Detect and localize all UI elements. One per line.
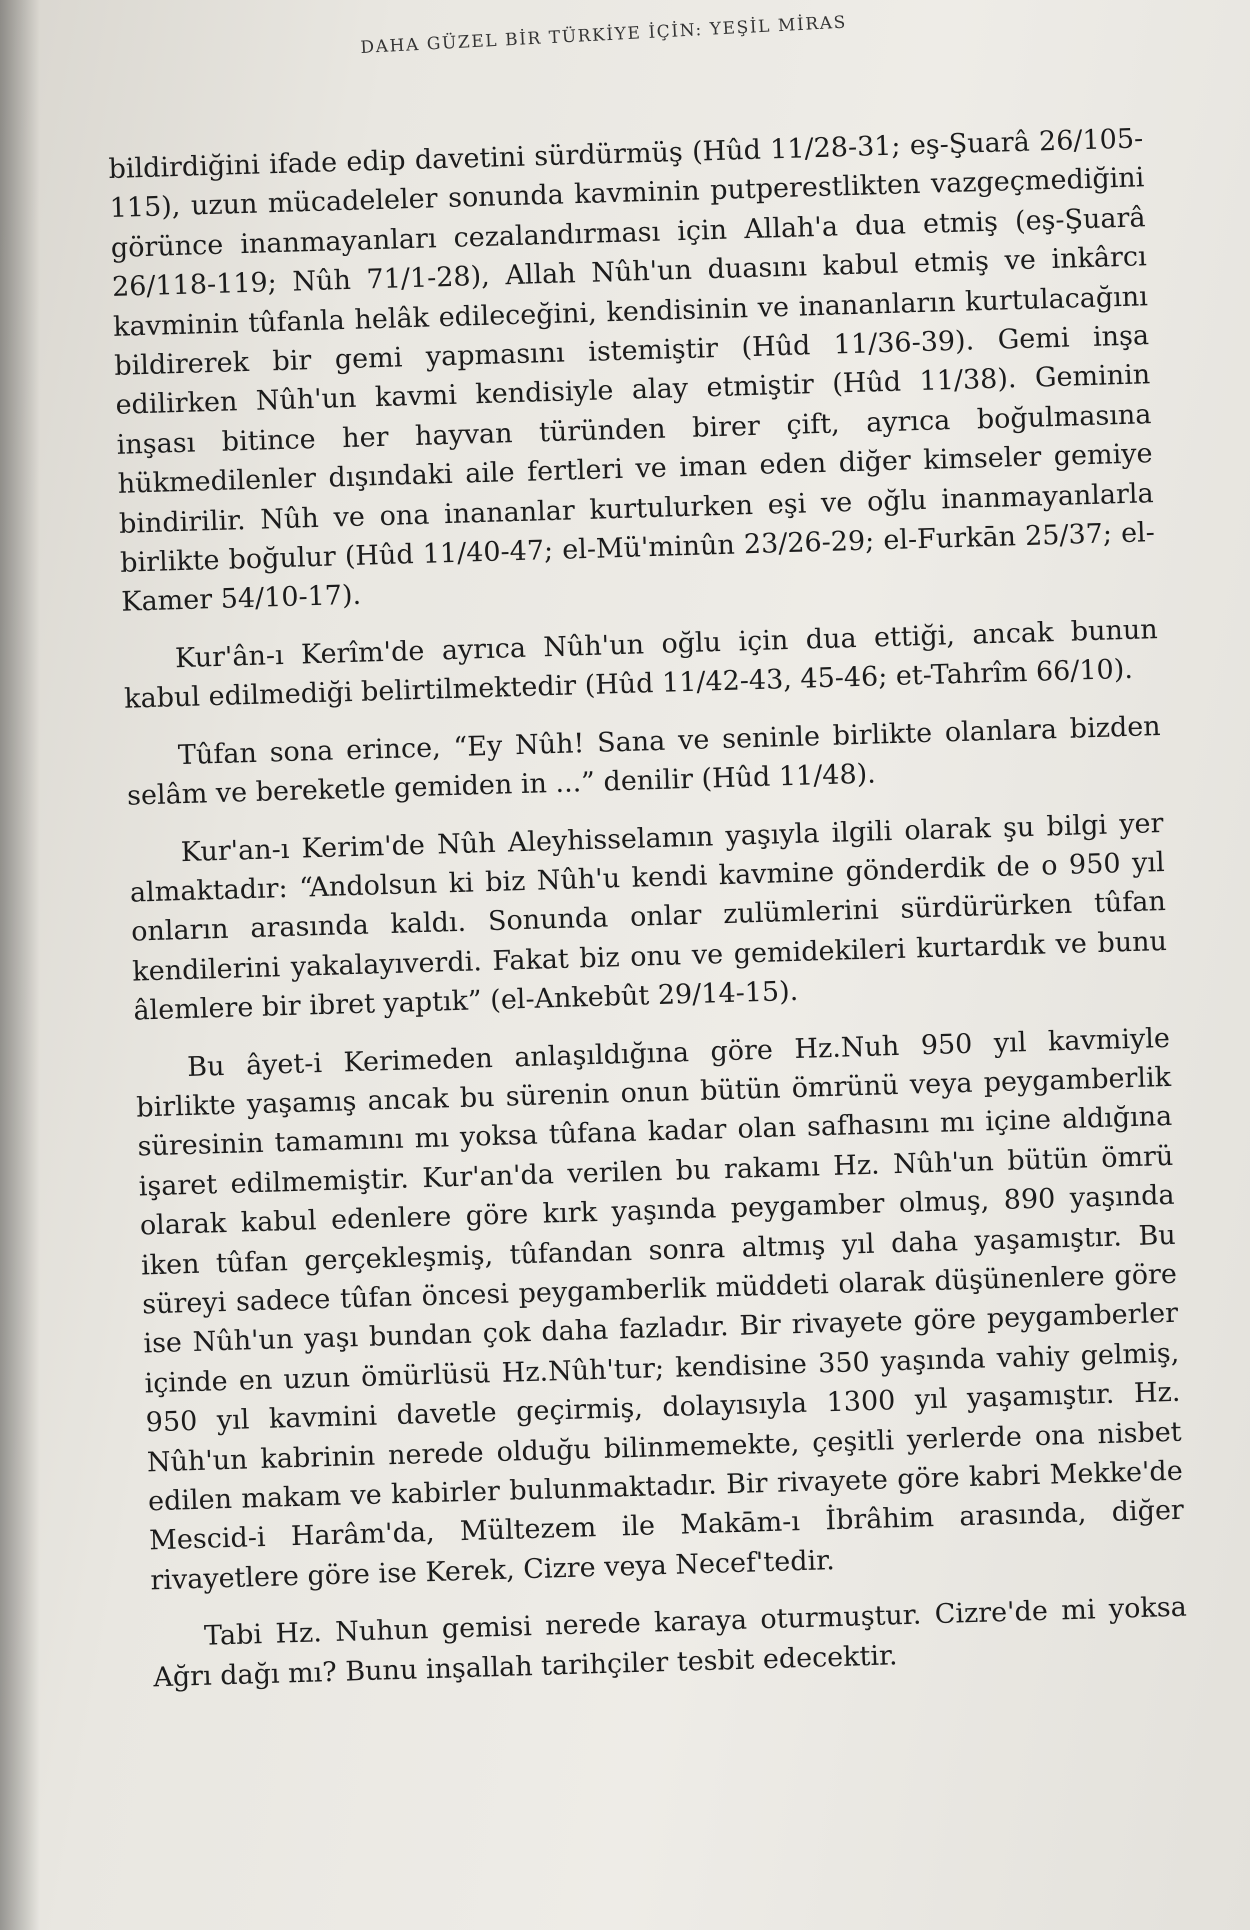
paragraph-1: bildirdiğini ifade edip davetini sürdürmüş (Hûd 11/28-31; eş-Şuarâ 26/105-115), uzun mücadeleler sonunda kavminin putperestlikten vazgeçmediğini görünce inanmayanları cezalandırması için Allah'a dua etmiş (eş-Şuarâ 26/118-119; Nûh 71/1-28), Allah Nûh'un duasını kabul etmiş ve inkârcı kavminin tûfanla helâk edileceğini, kendisinin ve inananların kurtulacağını bildirerek bir gemi yapmasını istemiştir (Hûd 11/36-39). Gemi inşa edilirken Nûh'un kavmi kendisiyle alay etmiştir (Hûd 11/38). Geminin inşası bitince her hayvan türünden birer çift, ayrıca boğulmasına hükmedilenler dışındaki aile fertleri ve iman eden diğer kimseler gemiye bindirilir. Nûh ve ona inananlar kurtulurken eşi ve oğlu inanmayanlarla birlikte boğulur (Hûd 11/40-47; el-Mü'minûn 23/26-29; el-Furkān 25/37; el-Kamer 54/10-17). [108,123,1156,619]
running-head: DAHA GÜZEL BİR TÜRKİYE İÇİN: YEŞİL MİRAS [360,12,848,58]
paragraph-5: Bu âyet-i Kerimeden anlaşıldığına göre Hz.Nuh 950 yıl kavmiyle birlikte yaşamış ancak bu sürenin onun bütün ömrünü veya peygamberlik süresinin tamamını mı yoksa tûfana kadar olan safhasını mı içine aldığına işaret edilmemiştir. Kur'an'da verilen bu rakamı Hz. Nûh'un bütün ömrü olarak kabul edenlere göre kırk yaşında peygamber olmuş, 890 yaşında iken tûfan gerçekleşmiş, tûfandan sonra altmış yıl daha yaşamıştır. Bu süreyi sadece tûfan öncesi peygamberlik müddeti olarak düşünenlere göre ise Nûh'un yaşı bundan çok daha fazladır. Bir rivayete göre peygamberler içinde en uzun ömürlüsü Hz.Nûh'tur; kendisine 350 yaşında vahiy gelmiş, 950 yıl kavmini davetle geçirmiş, dolayısıyla 1300 yıl yaşamıştır. Hz. Nûh'un kabrinin nerede olduğu bilinmemekte, çeşitli yerlerde ona nisbet edilen makam ve kabirler bulunmaktadır. Bir rivayete göre kabri Mekke'de Mescid-i Harâm'da, Mültezem ile Makām-ı İbrâhim arasında, diğer rivayetlere göre ise Kerek, Cizre veya Necef'tedir. [135,1022,1185,1597]
paragraph-6: Tabi Hz. Nuhun gemisi nerede karaya oturmuştur. Cizre'de mi yoksa Ağrı dağı mı? Bunu inşallah tarihçiler tesbit edecektir. [152,1591,1188,1693]
paragraph-3: Tûfan sona erince, “Ey Nûh! Sana ve seninle birlikte olanlara bizden selâm ve bereketle gemiden in ...” denilir (Hûd 11/48). [126,710,1162,812]
paragraph-4: Kur'an-ı Kerim'de Nûh Aleyhisselamın yaşıyla ilgili olarak şu bilgi yer almaktadır: “Andolsun ki biz Nûh'u kendi kavmine gönderdik de o 950 yıl onların arasında kaldı. Sonunda onlar zulümlerini sürdürürken tûfan kendilerini yakalayıverdi. Fakat biz onu ve gemidekileri kurtardık ve bunu âlemlere bir ibret yaptık” (el-Ankebût 29/14-15). [129,807,1168,1027]
body-text [108,119,1189,1715]
paragraph-2: Kur'ân-ı Kerîm'de ayrıca Nûh'un oğlu için dua ettiği, ancak bunun kabul edilmediği belirtilmektedir (Hûd 11/42-43, 45-46; et-Tahrîm 66/10). [123,613,1159,716]
page-gutter-shadow [0,0,40,1930]
